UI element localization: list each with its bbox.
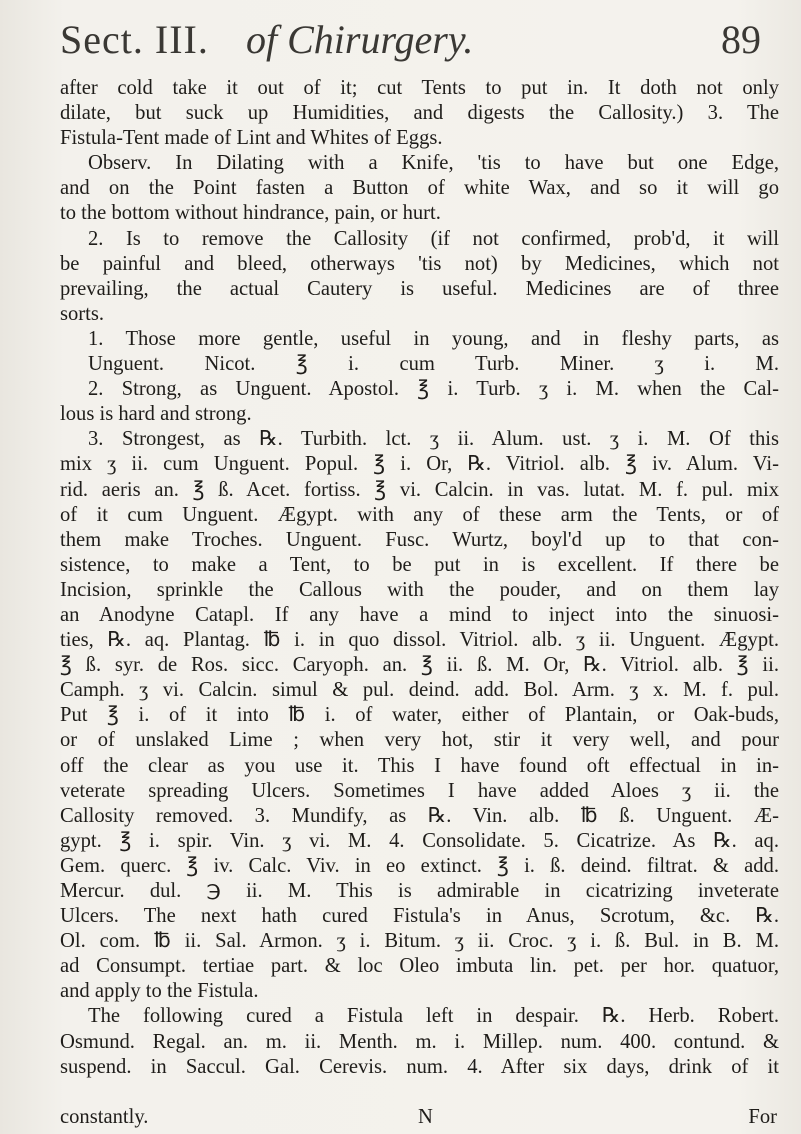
text-line: or of unslaked Lime ; when very hot, stir it very well, and pour [60, 729, 779, 752]
text-line: 3. Strongest, as ℞. Turbith. lct. ʒ ii. Alum. ust. ʒ i. M. Of this [88, 428, 779, 451]
text-line: ad Consumpt. tertiae part. & loc Oleo imbuta lin. pet. per hor. quatuor, [60, 955, 779, 978]
text-line: them make Troches. Unguent. Fusc. Wurtz, boyl'd up to that con- [60, 528, 779, 551]
text-line: Camph. ʒ vi. Calcin. simul & pul. deind. add. Bol. Arm. ʒ x. M. f. pul. [60, 679, 779, 702]
text-line: off the clear as you use it. This I have found oft effectual in in- [60, 754, 779, 777]
text-line: sistence, to make a Tent, to be put in is excellent. If there be [60, 553, 779, 576]
text-line: lous is hard and strong. [60, 403, 252, 426]
text-line: Put ℥ i. of it into ℔ i. of water, either of Plantain, or Oak-buds, [60, 704, 779, 727]
text-line: Mercur. dul. ℈ ii. M. This is admirable in cicatrizing inveterate [60, 880, 779, 902]
section-label: Sect. III. [60, 17, 209, 62]
text-line: 2. Strong, as Unguent. Apostol. ℥ i. Turb. ʒ i. M. when the Cal- [88, 378, 779, 401]
text-line: suspend. in Saccul. Gal. Cerevis. num. 4. After six days, drink of it [60, 1055, 779, 1078]
text-line: veterate spreading Ulcers. Sometimes I have added Aloes ʒ ii. the [60, 779, 779, 802]
text-line: Incision, sprinkle the Callous with the pouder, and on them lay [60, 578, 779, 601]
text-line: Gem. querc. ℥ iv. Calc. Viv. in eo extinct. ℥ i. ß. deind. filtrat. & add. [60, 854, 779, 877]
text-line: Osmund. Regal. an. m. ii. Menth. m. i. Millep. num. 400. contund. & [60, 1030, 779, 1053]
text-line: ℥ ß. syr. de Ros. sicc. Caryoph. an. ℥ ii. ß. M. Or, ℞. Vitriol. alb. ℥ ii. [60, 654, 779, 677]
text-line: Observ. In Dilating with a Knife, 'tis to have but one Edge, [88, 152, 779, 175]
text-line: gypt. ℥ i. spir. Vin. ʒ vi. M. 4. Consolidate. 5. Cicatrize. As ℞. aq. [60, 829, 779, 852]
text-line: ties, ℞. aq. Plantag. ℔ i. in quo dissol. Vitriol. alb. ʒ ii. Unguent. Ægypt. [60, 629, 779, 652]
text-line: an Anodyne Catapl. If any have a mind to inject into the sinuosi- [60, 603, 779, 626]
text-line: be painful and bleed, otherways 'tis not) by Medicines, which not [60, 252, 779, 275]
catchword: For [748, 1106, 777, 1128]
text-line: of it cum Unguent. Ægypt. with any of these arm the Tents, or of [60, 503, 779, 526]
running-title: of Chirurgery. [246, 17, 474, 62]
footer-line [60, 1106, 777, 1131]
text-line: The following cured a Fistula left in despair. ℞. Herb. Robert. [88, 1005, 779, 1028]
text-line: Unguent. Nicot. ℥ i. cum Turb. Miner. ʒ i. M. [88, 353, 779, 376]
page-number: 89 [721, 17, 761, 62]
text-line: sorts. [60, 302, 105, 325]
signature-mark: N [418, 1106, 433, 1128]
text-line: and on the Point fasten a Button of white Wax, and so it will go [60, 177, 779, 200]
text-line: 1. Those more gentle, useful in young, and in fleshy parts, as [88, 327, 779, 350]
text-line: Fistula-Tent made of Lint and Whites of Eggs. [60, 127, 443, 150]
text-line: rid. aeris an. ℥ ß. Acet. fortiss. ℥ vi. Calcin. in vas. lutat. M. f. pul. mix [60, 478, 779, 501]
text-line: Callosity removed. 3. Mundify, as ℞. Vin. alb. ℔ ß. Unguent. Æ- [60, 804, 779, 827]
text-line: Ol. com. ℔ ii. Sal. Armon. ʒ i. Bitum. ʒ ii. Croc. ʒ i. ß. Bul. in B. M. [60, 930, 779, 953]
text-line: 2. Is to remove the Callosity (if not confirmed, prob'd, it will [88, 227, 779, 250]
running-header [60, 14, 775, 74]
text-line: mix ʒ ii. cum Unguent. Popul. ℥ i. Or, ℞. Vitriol. alb. ℥ iv. Alum. Vi- [60, 453, 779, 476]
body-text [60, 76, 779, 1080]
text-line: dilate, but suck up Humidities, and digests the Callosity.) 3. The [60, 102, 779, 125]
final-line-text: constantly. [60, 1106, 149, 1128]
text-line: after cold take it out of it; cut Tents to put in. It doth not only [60, 77, 779, 99]
text-line: and apply to the Fistula. [60, 980, 259, 1003]
text-line: to the bottom without hindrance, pain, or hurt. [60, 202, 441, 225]
text-line: Ulcers. The next hath cured Fistula's in Anus, Scrotum, &c. ℞. [60, 905, 779, 928]
text-line: prevailing, the actual Cautery is useful. Medicines are of three [60, 277, 779, 300]
